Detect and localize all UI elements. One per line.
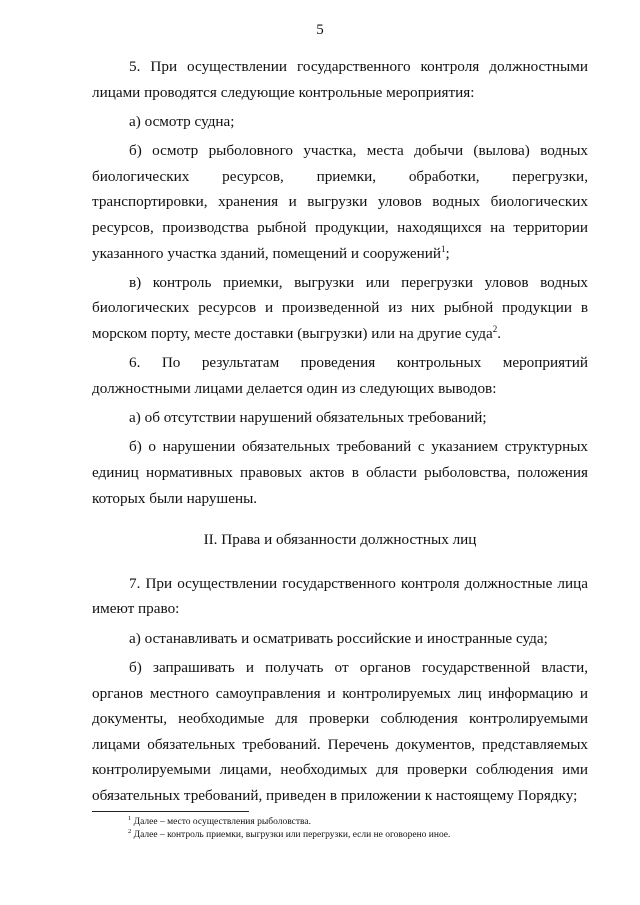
footnote-number: 2 bbox=[128, 827, 132, 835]
paragraph bbox=[92, 138, 588, 266]
footnote-number: 1 bbox=[128, 815, 132, 822]
paragraph bbox=[92, 109, 588, 135]
paragraph-punctuation: ; bbox=[445, 244, 450, 262]
paragraph-text: б) о нарушении обязательных требований с указанием структурных единиц нормативных правовых актов в области рыболовства, положения которых были нарушены. bbox=[92, 438, 588, 507]
paragraph-text: а) осмотр судна; bbox=[129, 112, 235, 130]
paragraph bbox=[92, 655, 588, 809]
paragraph-punctuation: . bbox=[497, 325, 502, 342]
paragraph-text: 6. По результатам проведения контрольных мероприятий должностными лицами делается один из следующих выводов: bbox=[92, 354, 588, 397]
paragraph-text: II. Права и обязанности должностных лиц bbox=[203, 531, 477, 549]
document-body bbox=[92, 54, 588, 812]
paragraph-text: 7. При осуществлении государственного контроля должностные лица имеют право: bbox=[92, 574, 588, 618]
section-heading bbox=[92, 527, 588, 553]
footnote-ref: 2 bbox=[492, 324, 498, 334]
paragraph bbox=[92, 434, 588, 511]
footnote bbox=[128, 829, 588, 842]
footnote bbox=[128, 816, 588, 829]
paragraph bbox=[92, 270, 588, 347]
paragraph-text: б) осмотр рыболовного участка, места добычи (вылова) водных биологических ресурсов, приемки, обработки, перегрузки, транспортировки, хранения и выгрузки уловов водных биологических ресурсов, производства рыбной продукции, находящихся на территории указанного участка зданий, помещений и сооружений bbox=[92, 142, 588, 262]
paragraph-text: в) контроль приемки, выгрузки или перегрузки уловов водных биологических ресурсов и произведенной из них рыбной продукции в морском порту, месте доставки (выгрузки) или на другие суда bbox=[92, 273, 588, 342]
page-number: 5 bbox=[316, 22, 324, 38]
paragraph bbox=[92, 571, 588, 622]
paragraph-text: а) об отсутствии нарушений обязательных требований; bbox=[129, 409, 487, 427]
paragraph-text: 5. При осуществлении государственного контроля должностными лицами проводятся следующие контрольные мероприятия: bbox=[92, 58, 588, 101]
paragraph-text: а) останавливать и осматривать российские и иностранные суда; bbox=[129, 629, 548, 647]
footnotes bbox=[128, 816, 588, 841]
paragraph bbox=[92, 626, 588, 652]
paragraph bbox=[92, 54, 588, 105]
paragraph-text: б) запрашивать и получать от органов государственной власти, органов местного самоуправления и контролируемых лиц информацию и документы, необходимые для проверки соблюдения контролируемыми лицами обязательных требований. Перечень документов, представляемых контролируемыми лицами, необходимых для проверки соблюдения ими обязательных требований, приведен в приложении к настоящему Порядку; bbox=[92, 658, 588, 804]
footnote-ref: 1 bbox=[440, 243, 446, 254]
paragraph bbox=[92, 405, 588, 431]
footnote-text: Далее – место осуществления рыболовства. bbox=[131, 817, 311, 827]
footnote-separator bbox=[92, 811, 249, 812]
footnote-text: Далее – контроль приемки, выгрузки или перегрузки, если не оговорено иное. bbox=[131, 829, 451, 840]
paragraph bbox=[92, 350, 588, 401]
